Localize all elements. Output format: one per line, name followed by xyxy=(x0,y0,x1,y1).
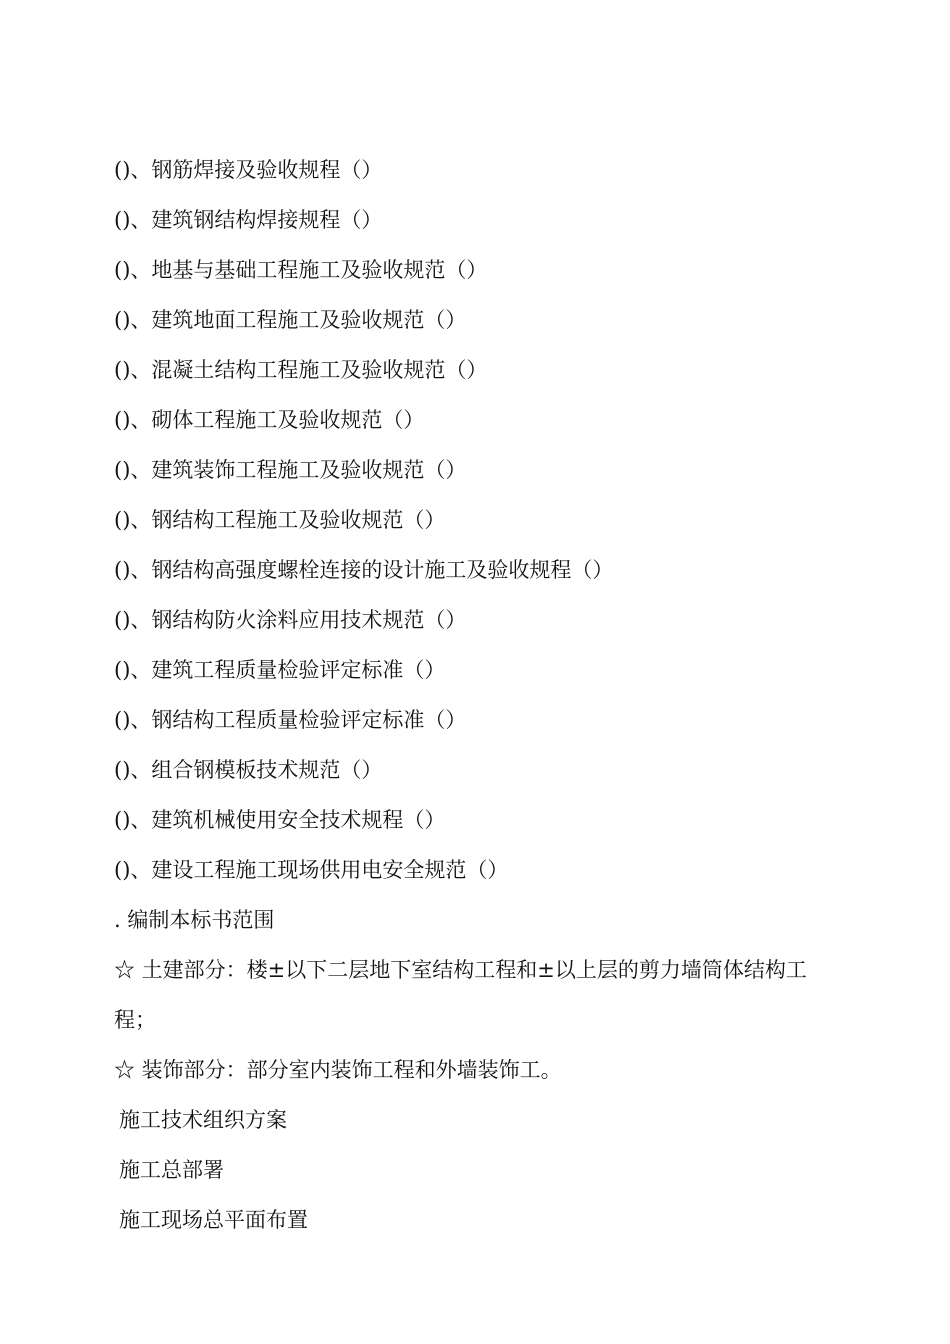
section-heading-site-layout: 施工现场总平面布置 xyxy=(119,1208,308,1232)
civil-scope-line: ☆ 土建部分：楼±以下二层地下室结构工程和±以上层的剪力墙筒体结构工 xyxy=(114,958,807,982)
standard-item: ()、建设工程施工现场供用电安全规范（） xyxy=(114,858,509,882)
standard-item: ()、组合钢模板技术规范（） xyxy=(114,758,383,782)
standard-item: ()、建筑机械使用安全技术规程（） xyxy=(114,808,446,832)
standard-item: ()、建筑地面工程施工及验收规范（） xyxy=(114,308,467,332)
standard-item: ()、钢结构工程质量检验评定标准（） xyxy=(114,708,467,732)
document-body xyxy=(114,145,874,1245)
scope-heading: . 编制本标书范围 xyxy=(114,908,275,932)
standard-item: ()、钢结构高强度螺栓连接的设计施工及验收规程（） xyxy=(114,558,614,582)
standard-item: ()、建筑装饰工程施工及验收规范（） xyxy=(114,458,467,482)
standard-item: ()、钢筋焊接及验收规程（） xyxy=(114,158,383,182)
standard-item: ()、砌体工程施工及验收规范（） xyxy=(114,408,425,432)
standards-list xyxy=(114,145,874,895)
standard-item: ()、建筑钢结构焊接规程（） xyxy=(114,208,383,232)
scope-section xyxy=(114,895,874,1095)
section-heading-construction-plan: 施工技术组织方案 xyxy=(119,1108,287,1132)
section-heading-general-deployment: 施工总部署 xyxy=(119,1158,224,1182)
section-headings xyxy=(114,1095,874,1245)
standard-item: ()、混凝土结构工程施工及验收规范（） xyxy=(114,358,488,382)
standard-item: ()、建筑工程质量检验评定标准（） xyxy=(114,658,446,682)
decoration-scope-line: ☆ 装饰部分：部分室内装饰工程和外墙装饰工。 xyxy=(114,1058,562,1082)
standard-item: ()、地基与基础工程施工及验收规范（） xyxy=(114,258,488,282)
standard-item: ()、钢结构工程施工及验收规范（） xyxy=(114,508,446,532)
standard-item: ()、钢结构防火涂料应用技术规范（） xyxy=(114,608,467,632)
civil-scope-continuation: 程； xyxy=(114,1008,156,1032)
